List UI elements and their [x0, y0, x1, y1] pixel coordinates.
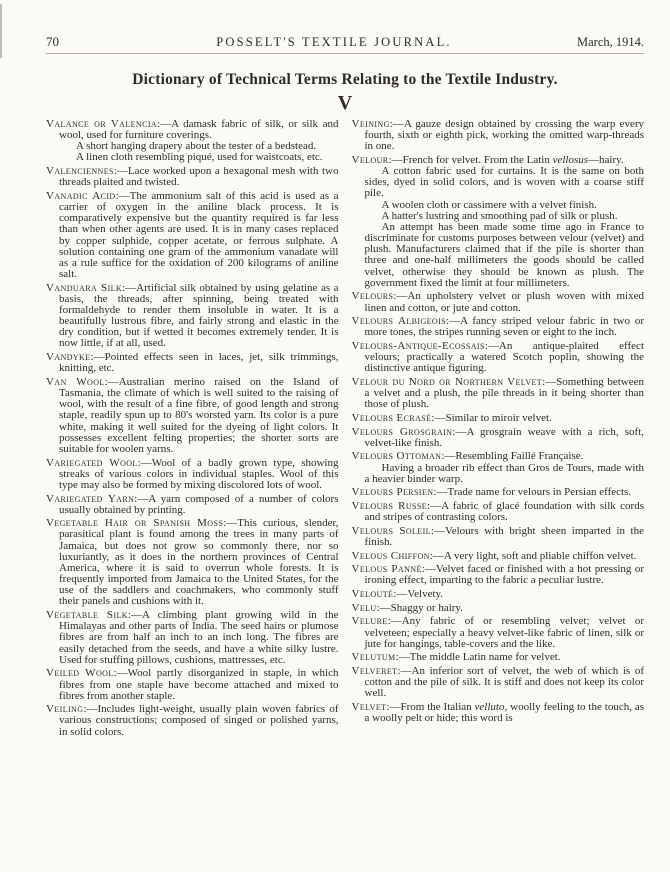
entry-lead-paragraph	[351, 339, 645, 375]
dictionary-entry	[352, 603, 645, 614]
text-run: Wool of a badly grown type, showing streaks of various colors in individual staples. Wool of this type may also be formed by mixing discolored lots of wool.	[59, 456, 339, 491]
entry-term: Veiled Wool	[46, 667, 114, 680]
text-run: An inferior sort of velvet, the web of which is of cotton and the pile of silk. It is stiff and does not keep its color well.	[364, 665, 644, 700]
entry-term: Velour du Nord or Northern Velvet	[351, 375, 543, 388]
dictionary-entry	[46, 377, 339, 455]
text-run: An antique-plaited effect velours; practically a watered Scotch poplin, showing the distinctive antique figuring.	[364, 339, 644, 375]
entry-lead-paragraph	[351, 411, 645, 424]
dictionary-entry	[352, 551, 645, 562]
scan-edge-artifact	[0, 4, 2, 58]
entry-separator: :—	[452, 425, 467, 438]
entry-separator: :—	[389, 118, 404, 130]
entry-lead-paragraph	[46, 351, 339, 375]
dictionary-entry	[46, 494, 339, 516]
text-run: Includes light-weight, usually plain woven fabrics of various constructions; composed of singed or polished yarns, in solid colors.	[59, 703, 339, 738]
entry-term: Valenciennes	[46, 165, 114, 178]
entry-term: Vanduara Silk	[46, 281, 123, 294]
entry-separator: :—	[433, 486, 448, 499]
dictionary-entry	[352, 119, 645, 152]
dictionary-entry	[46, 704, 339, 737]
entry-lead-paragraph	[351, 615, 645, 650]
left-column	[46, 119, 339, 740]
entry-separator: :—	[223, 517, 238, 530]
text-run: , woolly feeling to the touch, as a woolly pelt or hide; this word is	[364, 701, 644, 725]
dictionary-columns	[46, 119, 644, 740]
entry-lead-paragraph	[351, 563, 645, 587]
text-run: French for velvet. From the Latin	[402, 153, 553, 166]
entry-separator: :—	[484, 339, 499, 352]
dictionary-entry	[352, 316, 645, 338]
text-run: Velours with bright sheen imparted in the finish.	[364, 524, 644, 548]
dictionary-entry	[46, 610, 339, 666]
dictionary-entry	[352, 589, 645, 600]
entry-term: Vegetable Hair or Spanish Moss	[46, 517, 224, 530]
entry-sub-paragraph	[365, 463, 645, 485]
text-run: A short hanging drapery about the tester of a bedstead.	[76, 140, 317, 153]
entry-lead-paragraph	[46, 165, 339, 189]
text-run: Velvety.	[407, 588, 444, 601]
entry-separator: :—	[137, 456, 152, 469]
text-run: Wool partly disorganized in staple, in which fibres from one staple have become attached and mixed to fibres from another staple.	[59, 667, 339, 702]
entry-term: Valance or Valencia	[46, 118, 158, 130]
entry-lead-paragraph	[351, 500, 645, 524]
entry-term: Velours Albigeois	[351, 315, 447, 328]
text-run: Lace worked upon a hexagonal mesh with two threads plaited and twisted.	[59, 165, 339, 189]
text-run: A yarn composed of a number of colors usually obtained by printing.	[59, 492, 339, 516]
entry-lead-paragraph	[351, 665, 645, 700]
text-run: Having a broader rib effect than Gros de Tours, made with a heavier binder warp.	[364, 461, 644, 485]
entry-lead-paragraph	[46, 492, 339, 516]
entry-term: Vanadic Acid	[46, 189, 116, 202]
dictionary-entry	[352, 564, 645, 586]
entry-term: Variegated Yarn	[46, 492, 135, 505]
entry-lead-paragraph	[351, 375, 645, 411]
entry-separator: :—	[421, 563, 436, 576]
dictionary-entry	[352, 341, 645, 374]
entry-lead-paragraph	[351, 701, 645, 725]
entry-term: Veining	[351, 118, 390, 130]
entry-separator: :—	[393, 588, 408, 601]
entry-separator: :—	[134, 492, 149, 505]
entry-lead-paragraph	[46, 375, 339, 455]
text-run: A grosgrain weave with a rich, soft, velvet-like finish.	[364, 425, 644, 449]
text-run: From the Italian	[400, 701, 475, 713]
text-run: Something between a velvet and a plush, the pile threads in it being shorter than those of plush.	[364, 375, 644, 411]
entry-term: Velouté	[351, 588, 394, 601]
italic-text: velluto	[474, 701, 505, 713]
entry-term: Veiling	[46, 703, 84, 716]
dictionary-entry	[352, 616, 645, 649]
text-run: This curious, slender, parasitical plant is found among the trees in many parts of Jamaica, but does not grow so commonly there, nor so luxuriantly, as it does in the northern provinces of Central America, where it is said to overrun whole forests. It is frequently imported from Jamaica to the United States, for the use of the saddlers and coachmakers, who commonly stuff their panels and cushions with it.	[59, 517, 339, 608]
italic-text: vellosus	[552, 153, 589, 166]
entry-term: Velous Panné	[351, 563, 422, 576]
text-run: Australian merino raised on the Island of Tasmania, the climate of which is well suited to the raising of wool, with the result of a fine fibre, of good length and strong staple, readily spun up to 80's worsted yarn. Its color is a pure white, making it well suited for the dyeing of light colors. It possesses excellent felting properties; the shorter sorts are suitable for woolen yarns.	[59, 375, 339, 455]
entry-separator: :—	[104, 375, 119, 388]
text-run: Any fabric of or resembling velvet; velvet or velveteen; especially a heavy velvet-like fabric of linen, silk or jute for hangings, table-covers and the like.	[364, 615, 644, 650]
text-run: —hairy.	[588, 153, 624, 166]
entry-term: Velour	[351, 153, 389, 166]
entry-lead-paragraph	[351, 601, 645, 614]
dictionary-entry	[352, 487, 645, 498]
text-run: A very light, soft and pliable chiffon velvet.	[443, 549, 637, 562]
entry-term: Velutum	[351, 651, 396, 664]
entry-lead-paragraph	[351, 290, 645, 314]
entry-lead-paragraph	[351, 118, 645, 153]
entry-lead-paragraph	[46, 456, 339, 491]
text-run: A hatter's lustring and smoothing pad of silk or plush.	[381, 209, 618, 222]
entry-separator: :—	[395, 651, 410, 664]
entry-lead-paragraph	[351, 315, 645, 339]
text-run: A cotton fabric used for curtains. It is the same on both sides, dyed in solid colors, and is woven with a coarse stiff pile.	[364, 165, 644, 200]
entry-sub-paragraph	[365, 222, 645, 289]
dictionary-entry	[46, 668, 339, 701]
entry-lead-paragraph	[351, 425, 645, 449]
right-column	[352, 119, 645, 740]
entry-lead-paragraph	[351, 588, 645, 601]
entry-separator: :—	[90, 351, 105, 364]
entry-lead-paragraph	[46, 517, 339, 608]
section-letter: V	[337, 92, 353, 114]
text-run: Velvet faced or finished with a hot pressing or ironing effect, imparting to the fabric a peculiar lustre.	[364, 563, 644, 587]
dictionary-entry	[46, 352, 339, 374]
entry-term: Velours Ottoman	[351, 450, 442, 463]
dictionary-entry	[46, 166, 339, 188]
page-header	[46, 34, 644, 50]
dictionary-entry	[352, 377, 645, 410]
entry-separator: :—	[83, 703, 98, 716]
text-run: A linen cloth resembling piqué, used for waistcoats, etc.	[76, 151, 323, 164]
entry-term: Velure	[351, 615, 388, 628]
text-run: Shaggy or hairy.	[390, 601, 463, 614]
entry-term: Vegetable Silk	[46, 609, 128, 622]
entry-lead-paragraph	[46, 703, 339, 738]
text-run: Pointed effects seen in laces, jet, silk trimmings, knitting, etc.	[59, 351, 339, 375]
text-run: A fancy striped velour fabric in two or more tones, the stripes running seven or eight to the inch.	[364, 315, 644, 339]
entry-term: Velours-Antique-Ecossais	[351, 339, 485, 352]
text-run: Resembling Faillé Française.	[455, 450, 584, 463]
entry-separator: :—	[397, 665, 412, 678]
dictionary-entry	[352, 413, 645, 424]
page-number: 70	[46, 34, 59, 49]
dictionary-entry	[352, 291, 645, 313]
entry-lead-paragraph	[351, 651, 645, 664]
entry-term: Velvet	[351, 701, 387, 713]
entry-separator: :—	[127, 609, 143, 622]
dictionary-entry	[46, 518, 339, 607]
dictionary-entry	[352, 427, 645, 449]
entry-lead-paragraph	[46, 281, 339, 350]
entry-separator: :—	[387, 615, 402, 628]
entry-lead-paragraph	[351, 486, 645, 499]
dictionary-entry	[46, 458, 339, 491]
entry-lead-paragraph	[351, 524, 645, 548]
entry-separator: :—	[376, 601, 391, 614]
entry-separator: :—	[431, 411, 446, 424]
text-run: A damask fabric of silk, or silk and wool, used for furniture coverings.	[59, 118, 339, 142]
entry-lead-paragraph	[46, 609, 339, 666]
entry-term: Velu	[351, 601, 377, 614]
entry-sub-paragraph	[365, 166, 645, 199]
text-run: An upholstery velvet or plush woven with mixed linen and cotton, or jute and cotton.	[364, 290, 644, 314]
entry-lead-paragraph	[46, 189, 339, 281]
dictionary-entry	[46, 283, 339, 350]
dictionary-entry	[352, 666, 645, 699]
text-run: A fabric of glacé foundation with silk cords and stripes of contrasting colors.	[364, 500, 644, 524]
entry-lead-paragraph	[351, 549, 645, 562]
entry-lead-paragraph	[46, 118, 339, 142]
entry-separator: :—	[441, 450, 456, 463]
dictionary-entry	[46, 191, 339, 280]
entry-term: Velours Soleil	[351, 524, 431, 537]
entry-separator: :—	[446, 315, 461, 328]
text-run: Similar to miroir velvet.	[445, 411, 552, 424]
entry-separator: :—	[393, 290, 408, 303]
dictionary-entry	[352, 702, 645, 724]
text-run: Trade name for velours in Persian effects.	[447, 486, 632, 499]
text-run: The ammonium salt of this acid is used as a carrier of oxygen in the aniline black process. It is comparatively expensive but the quantity required is far less than when other agents are used. It is in many cases replaced by copper sulphide, copper acetate, or ferrous sulphate. A solution containing one gram of the ammonium vanadate will as a rule suffice for the oxidation of 200 kilograms of aniline salt.	[59, 189, 339, 281]
text-run: Artificial silk obtained by using gelatine as a basis, the threads, after spinning, being treated with formaldehyde to render them insoluble in water. It is a beautifully lustrous fibre, and fairly strong and elastic in the dry condition, but if wetted it becomes extremely tender. It is now little, if at all, used.	[59, 281, 339, 350]
text-run: An attempt has been made some time ago in France to discriminate for customs purposes between velour (velvet) and plush. Manufacturers claimed that if the pile is shorter than three and one-half millimeters the goods should be called velvet, otherwise they should be known as plush. The government fixed the limit at four millimeters.	[364, 220, 644, 289]
text-run: The middle Latin name for velvet.	[409, 651, 561, 664]
entry-term: Velours Persien	[351, 486, 434, 499]
entry-term: Velous Chiffon	[351, 549, 430, 562]
entry-separator: :—	[115, 189, 130, 202]
entry-separator: :—	[113, 667, 128, 680]
header-rule	[46, 53, 644, 54]
article-title: Dictionary of Technical Terms Relating to the Textile Industry.	[132, 71, 558, 88]
dictionary-entry	[352, 526, 645, 548]
entry-separator: :—	[430, 524, 446, 537]
text-run: A woolen cloth or cassimere with a velvet finish.	[381, 198, 597, 211]
entry-lead-paragraph	[46, 667, 339, 702]
entry-separator: :—	[122, 281, 137, 294]
dictionary-entry	[352, 155, 645, 289]
entry-term: Van Wool	[46, 375, 105, 388]
entry-term: Variegated Wool	[46, 456, 138, 469]
entry-separator: :—	[427, 500, 442, 512]
entry-separator: :—	[429, 549, 444, 562]
entry-term: Velveret	[351, 665, 398, 678]
text-run: A climbing plant growing wild in the Himalayas and other parts of India. The seed hairs or plumose fibres are from half an inch to an inch long. The fibres are easily detached from the seeds, and have a white silky lustre. Used for stuffing pillows, cushions, mattresses, etc.	[59, 609, 339, 666]
dictionary-entry	[352, 451, 645, 484]
entry-sub-paragraph	[59, 152, 339, 163]
entry-separator: :—	[388, 153, 403, 166]
entry-separator: :—	[113, 165, 128, 178]
entry-term: Velours Russe	[351, 500, 428, 512]
issue-date: March, 1914.	[577, 35, 644, 49]
entry-term: Velours Ecrasé	[351, 411, 432, 424]
entry-term: Velours Grosgrain	[351, 425, 453, 438]
dictionary-entry	[352, 501, 645, 523]
journal-title: POSSELT'S TEXTILE JOURNAL.	[216, 35, 452, 49]
entry-separator: :—	[542, 375, 557, 388]
dictionary-entry	[352, 652, 645, 663]
entry-term: Vandyke	[46, 351, 91, 364]
entry-term: Velours	[351, 290, 394, 303]
dictionary-entry	[46, 119, 339, 164]
text-run: A gauze design obtained by crossing the warp every fourth, sixth or eighth pick, working the omitted warp-threads in one.	[364, 118, 644, 153]
entry-separator: :—	[157, 118, 172, 130]
entry-separator: :—	[386, 701, 401, 713]
